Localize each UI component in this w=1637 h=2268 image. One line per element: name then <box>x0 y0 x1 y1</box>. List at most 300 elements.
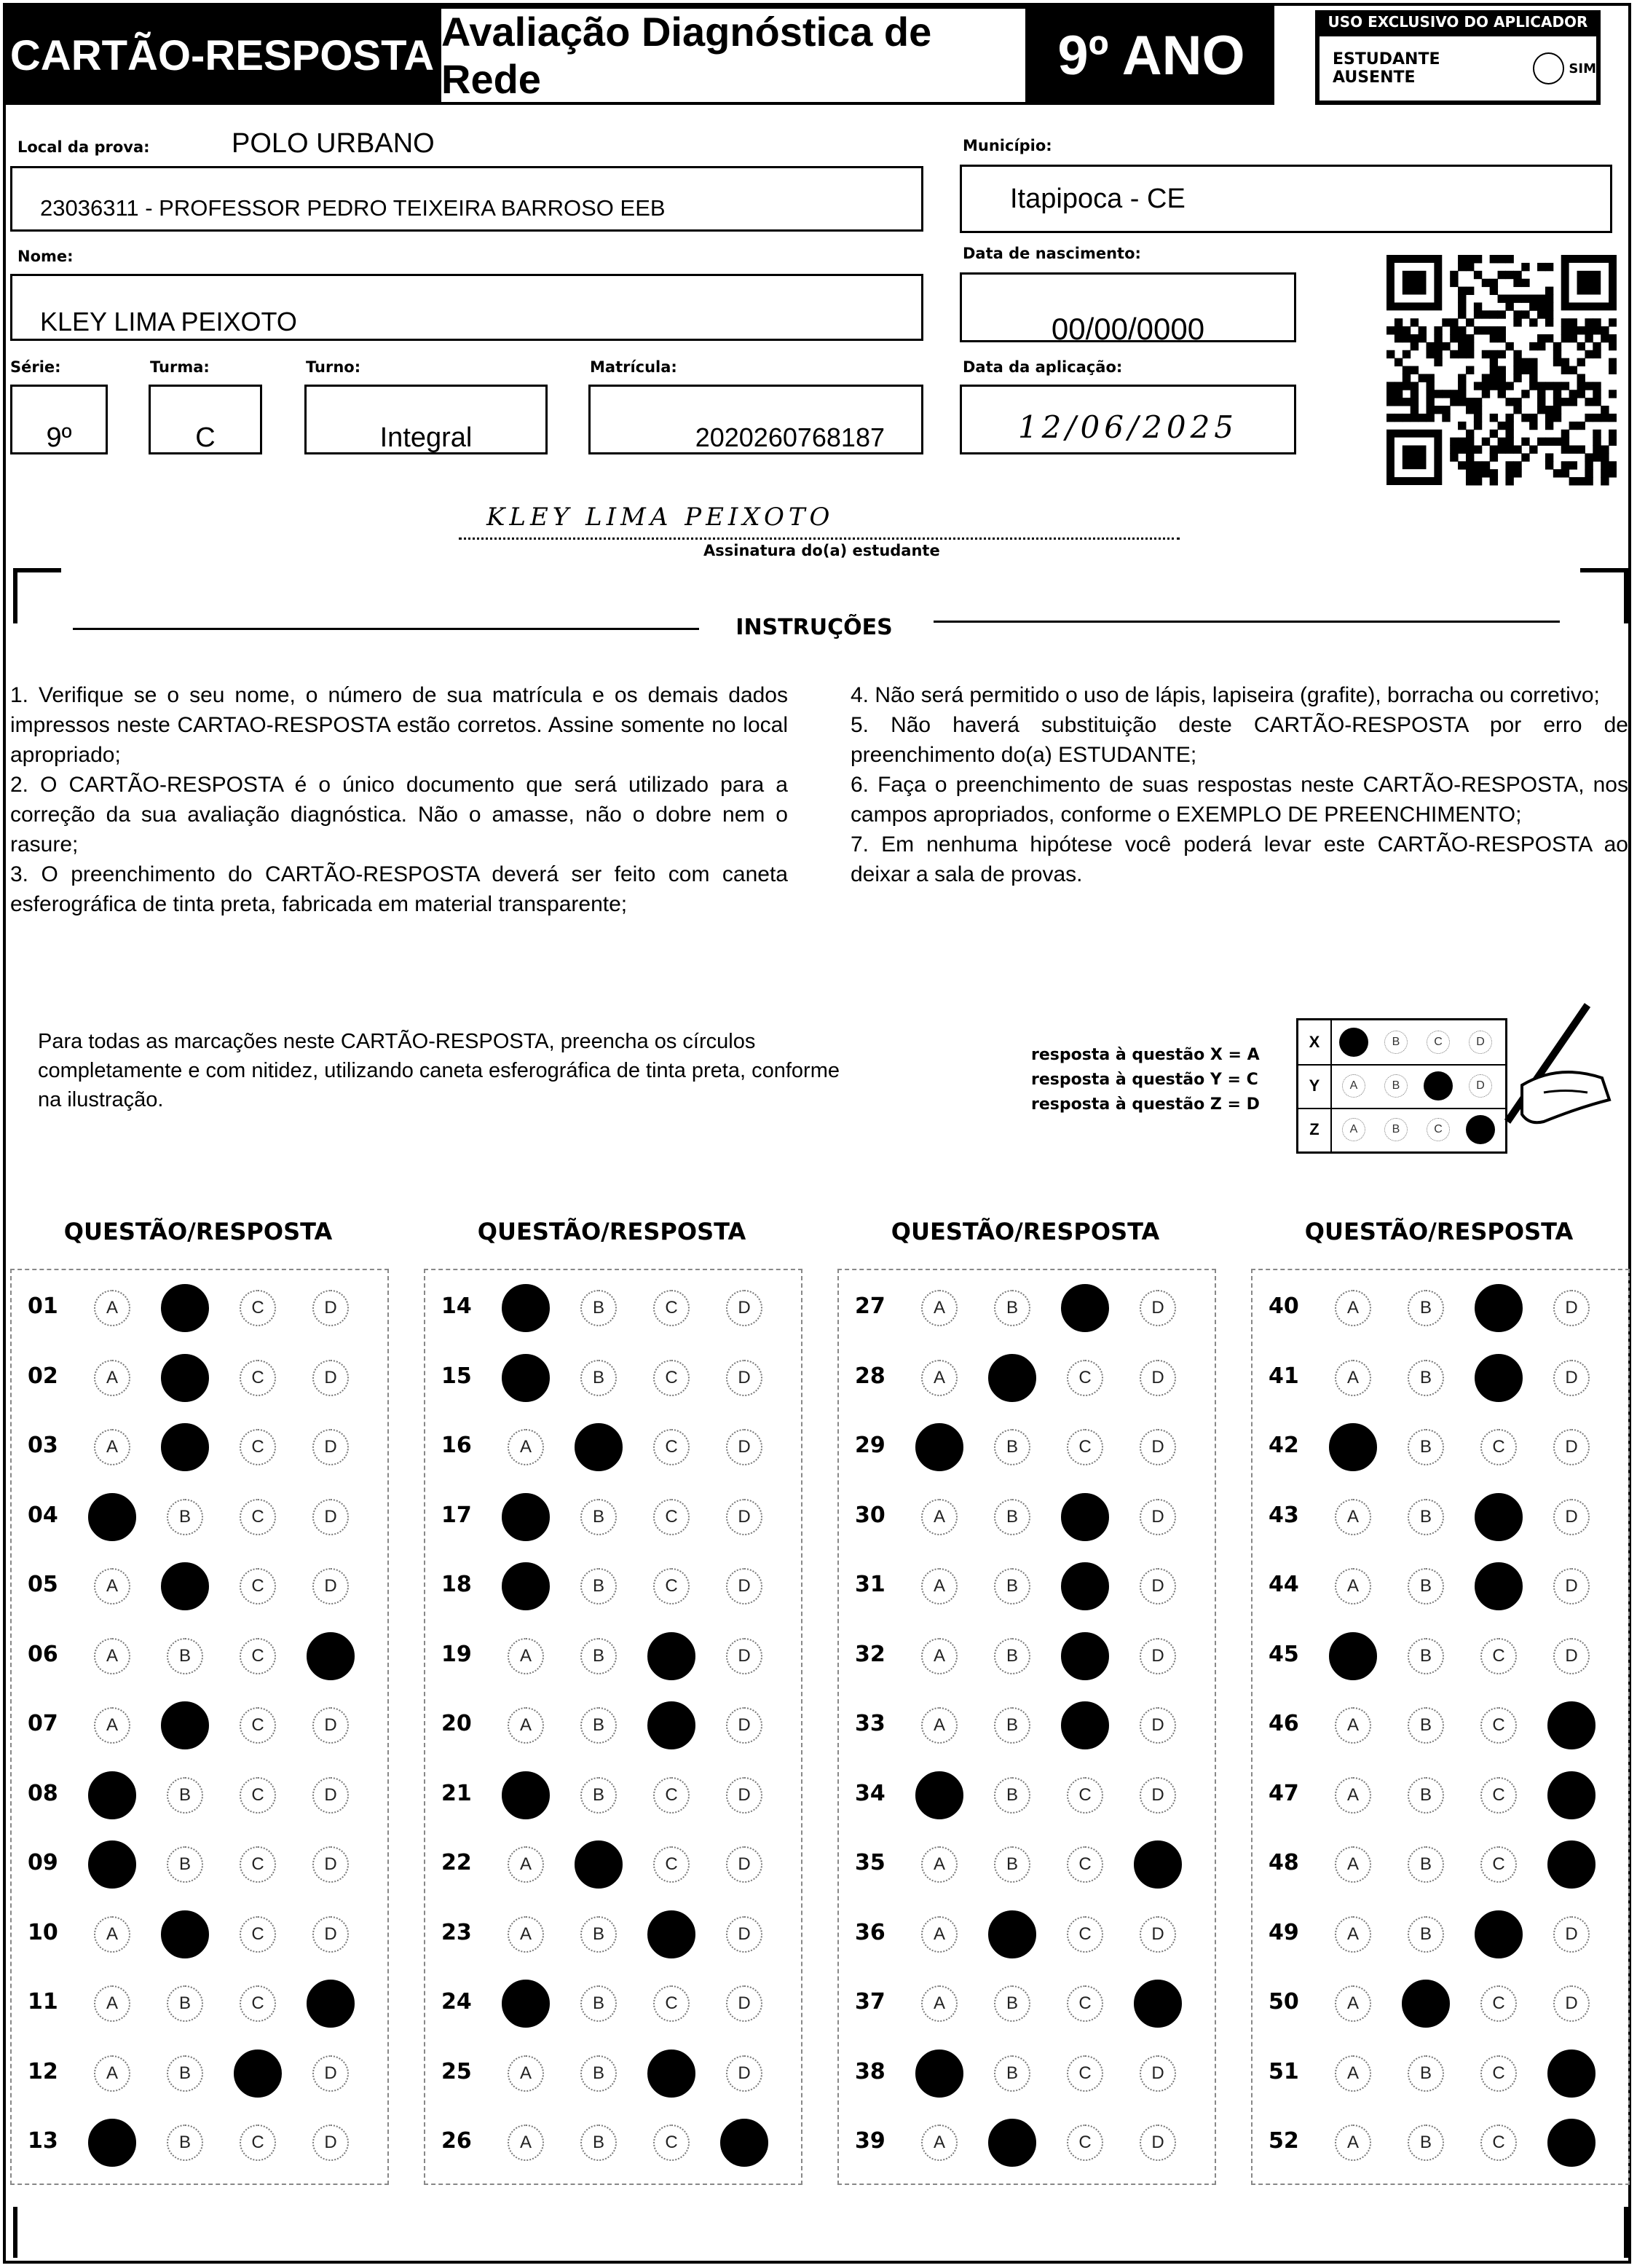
answer-bubble-a[interactable]: A <box>921 1846 958 1883</box>
answer-bubble-c[interactable]: C <box>1067 1985 1103 2022</box>
answer-bubble-b[interactable] <box>988 2119 1036 2167</box>
answer-bubble-a[interactable]: A <box>94 1638 130 1674</box>
answer-bubble-a[interactable]: A <box>508 1707 544 1744</box>
answer-bubble-b[interactable]: B <box>167 1638 203 1674</box>
answer-bubble-d[interactable]: D <box>312 1707 349 1744</box>
example-row <box>1298 1020 1505 1066</box>
answer-bubble-b[interactable]: B <box>994 1638 1030 1674</box>
answer-bubble-a[interactable]: A <box>1335 1777 1371 1814</box>
turno-field <box>304 385 548 454</box>
answer-bubble-b[interactable]: B <box>580 1360 617 1396</box>
answer-bubble-d[interactable]: D <box>1140 1290 1176 1326</box>
answer-bubble-c[interactable]: C <box>1480 1638 1517 1674</box>
aplicacao-label: Data da aplicação: <box>963 358 1123 376</box>
municipio-field <box>960 165 1612 233</box>
answer-bubble-d[interactable]: D <box>1140 1916 1176 1953</box>
answer-bubble-d[interactable] <box>307 1632 355 1680</box>
answer-bubble-d[interactable]: D <box>1140 1360 1176 1396</box>
question-number: 50 <box>1269 1989 1299 2015</box>
signature-value: KLEY LIMA PEIXOTO <box>486 503 835 532</box>
answer-bubble-b[interactable]: B <box>580 1638 617 1674</box>
answer-bubble-c[interactable]: C <box>653 1499 690 1535</box>
answer-bubble-d[interactable]: D <box>726 1638 762 1674</box>
answer-bubble-b[interactable]: B <box>580 1499 617 1535</box>
answer-bubble-a[interactable] <box>88 1840 136 1889</box>
answer-bubble-d[interactable]: D <box>1553 1360 1590 1396</box>
answer-bubble-b[interactable]: B <box>994 1429 1030 1465</box>
question-number: 08 <box>28 1781 58 1806</box>
answer-bubble-c[interactable]: C <box>240 1360 276 1396</box>
answer-bubble-c[interactable]: C <box>1480 2055 1517 2092</box>
example-bubble-a: A <box>1342 1074 1365 1098</box>
answer-bubble-c[interactable]: C <box>1067 1360 1103 1396</box>
turma-label: Turma: <box>150 358 210 376</box>
answer-bubble-c[interactable]: C <box>240 2125 276 2161</box>
question-number: 44 <box>1269 1572 1299 1597</box>
answer-bubble-b[interactable]: B <box>167 1985 203 2022</box>
corner-mark-tr <box>1580 568 1628 623</box>
answer-bubble-a[interactable]: A <box>921 1499 958 1535</box>
serie-value: 9º <box>46 422 72 453</box>
answer-bubble-c[interactable]: C <box>240 1916 276 1953</box>
answer-bubble-c[interactable]: C <box>653 1777 690 1814</box>
answer-bubble-b[interactable]: B <box>1408 1290 1444 1326</box>
answer-bubble-d[interactable]: D <box>726 1846 762 1883</box>
answer-bubble-d[interactable]: D <box>312 2125 349 2161</box>
answer-bubble-c[interactable]: C <box>240 1846 276 1883</box>
answer-bubble-c[interactable] <box>1061 1701 1109 1749</box>
answer-bubble-b[interactable]: B <box>167 1777 203 1814</box>
answer-bubble-c[interactable] <box>647 1910 695 1958</box>
instructions-title: INSTRUÇÕES <box>735 615 893 640</box>
answer-bubble-b[interactable]: B <box>994 1568 1030 1604</box>
pen-illustration-icon <box>1478 998 1617 1143</box>
answer-bubble-b[interactable]: B <box>580 1290 617 1326</box>
answer-bubble-c[interactable]: C <box>240 1707 276 1744</box>
answer-bubble-a[interactable]: A <box>1335 1707 1371 1744</box>
answer-bubble-b[interactable]: B <box>1408 1429 1444 1465</box>
answer-bubble-c[interactable] <box>234 2050 282 2098</box>
answer-bubble-b[interactable]: B <box>1408 1499 1444 1535</box>
answer-bubble-b[interactable] <box>575 1840 623 1889</box>
answer-bubble-b[interactable]: B <box>580 1568 617 1604</box>
answer-bubble-b[interactable]: B <box>1408 1638 1444 1674</box>
answer-bubble-b[interactable]: B <box>994 1499 1030 1535</box>
question-number: 21 <box>441 1781 472 1806</box>
answer-bubble-b[interactable]: B <box>1408 1360 1444 1396</box>
column-header: QUESTÃO/RESPOSTA <box>477 1218 746 1245</box>
answer-bubble-a[interactable]: A <box>1335 1916 1371 1953</box>
answer-bubble-d[interactable]: D <box>726 1777 762 1814</box>
answer-bubble-c[interactable]: C <box>240 1290 276 1326</box>
answer-bubble-a[interactable]: A <box>508 1916 544 1953</box>
answer-bubble-b[interactable]: B <box>994 1777 1030 1814</box>
question-number: 15 <box>441 1363 472 1389</box>
answer-bubble-b[interactable]: B <box>994 1290 1030 1326</box>
answer-bubble-a[interactable] <box>88 2119 136 2167</box>
answer-bubble-b[interactable] <box>161 1701 209 1749</box>
question-number: 31 <box>855 1572 885 1597</box>
answer-bubble-a[interactable] <box>88 1493 136 1541</box>
answer-bubble-b[interactable]: B <box>580 2055 617 2092</box>
answer-bubble-d[interactable]: D <box>726 1568 762 1604</box>
answer-bubble-b[interactable]: B <box>1408 1846 1444 1883</box>
answer-bubble-a[interactable]: A <box>94 1429 130 1465</box>
answer-bubble-d[interactable]: D <box>312 1777 349 1814</box>
answer-bubble-d[interactable]: D <box>1140 2055 1176 2092</box>
answer-bubble-d[interactable]: D <box>1553 1916 1590 1953</box>
answer-bubble-d[interactable]: D <box>312 1290 349 1326</box>
answer-bubble-b[interactable]: B <box>994 2055 1030 2092</box>
answer-bubble-d[interactable] <box>1547 1771 1595 1819</box>
answer-bubble-a[interactable]: A <box>1335 1290 1371 1326</box>
answer-bubble-b[interactable]: B <box>994 1985 1030 2022</box>
turma-field <box>149 385 262 454</box>
column-header: QUESTÃO/RESPOSTA <box>1304 1218 1574 1245</box>
answer-bubble-a[interactable]: A <box>921 1916 958 1953</box>
answer-bubble-d[interactable]: D <box>726 1916 762 1953</box>
answer-bubble-a[interactable]: A <box>921 1360 958 1396</box>
answer-bubble-a[interactable]: A <box>921 2125 958 2161</box>
example-bubble-b: B <box>1384 1031 1408 1054</box>
instructions-right <box>851 680 1628 889</box>
question-number: 48 <box>1269 1850 1299 1875</box>
question-number: 04 <box>28 1503 58 1528</box>
answer-bubble-d[interactable]: D <box>1553 1429 1590 1465</box>
answer-bubble-c[interactable]: C <box>1067 1846 1103 1883</box>
answer-bubble-d[interactable] <box>307 1980 355 2028</box>
answer-bubble-c[interactable]: C <box>240 1568 276 1604</box>
column-header: QUESTÃO/RESPOSTA <box>891 1218 1160 1245</box>
question-number: 01 <box>28 1294 58 1319</box>
answer-bubble-d[interactable]: D <box>1140 1568 1176 1604</box>
answer-bubble-a[interactable] <box>915 1771 963 1819</box>
answer-bubble-b[interactable] <box>988 1910 1036 1958</box>
question-number: 13 <box>28 2128 58 2154</box>
instruction-item: 3. O preenchimento do CARTÃO-RESPOSTA deverá ser feito com caneta esferográfica de tinta preta, fabricada em material transparente; <box>10 862 788 916</box>
card-title: CARTÃO-RESPOSTA <box>6 6 438 105</box>
nasc-field <box>960 272 1296 346</box>
answer-bubble-b[interactable] <box>575 1423 623 1471</box>
answer-bubble-d[interactable] <box>1547 1701 1595 1749</box>
example-question-label: Y <box>1298 1064 1332 1108</box>
answer-bubble-c[interactable] <box>647 2050 695 2098</box>
answer-bubble-c[interactable]: C <box>1480 1429 1517 1465</box>
answer-bubble-b[interactable]: B <box>1408 1568 1444 1604</box>
answer-bubble-b[interactable]: B <box>1408 1707 1444 1744</box>
answer-bubble-a[interactable]: A <box>1335 1499 1371 1535</box>
question-number: 09 <box>28 1850 58 1875</box>
nasc-label: Data de nascimento: <box>963 245 1141 262</box>
serie-field <box>10 385 108 454</box>
question-number: 28 <box>855 1363 885 1389</box>
answer-bubble-c[interactable]: C <box>653 2125 690 2161</box>
answer-bubble-a[interactable]: A <box>94 1290 130 1326</box>
answer-bubble-c[interactable]: C <box>1480 1985 1517 2022</box>
answer-bubble-d[interactable]: D <box>312 1360 349 1396</box>
answer-bubble-c[interactable] <box>1475 1284 1523 1332</box>
question-number: 39 <box>855 2128 885 2154</box>
question-number: 06 <box>28 1642 58 1667</box>
answer-bubble-c[interactable] <box>1475 1910 1523 1958</box>
answer-bubble-c[interactable] <box>1475 1354 1523 1402</box>
answer-bubble-b[interactable]: B <box>580 1707 617 1744</box>
matricula-value: 2020260768187 <box>695 422 885 452</box>
example-bubble-c: C <box>1427 1118 1450 1141</box>
answer-bubble-a[interactable]: A <box>508 1429 544 1465</box>
answer-bubble-b[interactable]: B <box>1408 2125 1444 2161</box>
absent-field[interactable] <box>1320 36 1596 101</box>
answer-bubble-c[interactable]: C <box>653 1290 690 1326</box>
answer-bubble-a[interactable] <box>1329 1423 1377 1471</box>
answer-bubble-b[interactable] <box>161 1354 209 1402</box>
instruction-item: 1. Verifique se o seu nome, o número de sua matrícula e os demais dados impressos neste CARTAO-RESPOSTA estão corretos. Assine somente no local apropriado; <box>10 683 788 767</box>
answer-bubble-d[interactable]: D <box>312 1499 349 1535</box>
answer-bubble-a[interactable] <box>88 1771 136 1819</box>
answer-bubble-c[interactable] <box>1475 1493 1523 1541</box>
answer-bubble-c[interactable]: C <box>1067 1429 1103 1465</box>
absent-bubble[interactable] <box>1533 52 1565 84</box>
answer-bubble-a[interactable]: A <box>921 1568 958 1604</box>
evaluation-title: Avaliação Diagnóstica de Rede <box>438 6 1028 105</box>
answer-bubble-a[interactable] <box>502 1562 550 1610</box>
answer-bubble-c[interactable]: C <box>240 1429 276 1465</box>
answer-bubble-c[interactable]: C <box>240 1499 276 1535</box>
answer-bubble-d[interactable]: D <box>726 1499 762 1535</box>
answer-bubble-d[interactable]: D <box>1140 1499 1176 1535</box>
answer-bubble-a[interactable]: A <box>1335 1846 1371 1883</box>
answer-bubble-a[interactable]: A <box>508 2125 544 2161</box>
question-number: 40 <box>1269 1294 1299 1319</box>
example-legend <box>1031 1043 1260 1117</box>
question-number: 07 <box>28 1711 58 1736</box>
answer-bubble-a[interactable] <box>502 1980 550 2028</box>
instructions-rule-right <box>934 621 1560 623</box>
answer-bubble-b[interactable]: B <box>1408 2055 1444 2092</box>
question-number: 03 <box>28 1433 58 1458</box>
answer-bubble-c[interactable]: C <box>240 1777 276 1814</box>
answer-bubble-c[interactable] <box>1475 1562 1523 1610</box>
answer-bubble-a[interactable]: A <box>94 1985 130 2022</box>
answer-bubble-d[interactable]: D <box>312 1916 349 1953</box>
answer-bubble-a[interactable]: A <box>94 2055 130 2092</box>
answer-bubble-d[interactable]: D <box>726 2055 762 2092</box>
question-number: 02 <box>28 1363 58 1389</box>
answer-bubble-c[interactable] <box>647 1632 695 1680</box>
answer-bubble-a[interactable]: A <box>508 1846 544 1883</box>
question-number: 29 <box>855 1433 885 1458</box>
answer-bubble-a[interactable] <box>915 1423 963 1471</box>
question-number: 45 <box>1269 1642 1299 1667</box>
answer-bubble-c[interactable] <box>1061 1493 1109 1541</box>
answer-bubble-a[interactable] <box>1329 1632 1377 1680</box>
matricula-label: Matrícula: <box>590 358 677 376</box>
answer-bubble-d[interactable]: D <box>1553 1638 1590 1674</box>
answer-bubble-c[interactable]: C <box>240 1638 276 1674</box>
column-header: QUESTÃO/RESPOSTA <box>63 1218 333 1245</box>
answer-bubble-a[interactable]: A <box>921 1290 958 1326</box>
answer-bubble-d[interactable]: D <box>726 1290 762 1326</box>
question-number: 38 <box>855 2059 885 2084</box>
answer-bubble-a[interactable]: A <box>921 1985 958 2022</box>
answer-bubble-a[interactable]: A <box>94 1568 130 1604</box>
answer-bubble-b[interactable]: B <box>580 1777 617 1814</box>
answer-bubble-a[interactable]: A <box>1335 1360 1371 1396</box>
example-bubble-c <box>1424 1071 1453 1100</box>
answer-bubble-a[interactable] <box>502 1284 550 1332</box>
answer-bubble-b[interactable]: B <box>580 2125 617 2161</box>
answer-bubble-d[interactable] <box>720 2119 768 2167</box>
answer-bubble-c[interactable]: C <box>653 1360 690 1396</box>
answer-bubble-b[interactable] <box>161 1423 209 1471</box>
answer-bubble-c[interactable] <box>1061 1632 1109 1680</box>
question-number: 32 <box>855 1642 885 1667</box>
answer-bubble-a[interactable]: A <box>94 1916 130 1953</box>
answer-bubble-d[interactable]: D <box>312 2055 349 2092</box>
question-number: 19 <box>441 1642 472 1667</box>
answer-bubble-a[interactable]: A <box>508 1638 544 1674</box>
example-question-label: Z <box>1298 1108 1332 1151</box>
example-bubble-a <box>1339 1028 1368 1057</box>
answer-bubble-b[interactable]: B <box>167 2055 203 2092</box>
answer-bubble-a[interactable]: A <box>508 2055 544 2092</box>
question-number: 34 <box>855 1781 885 1806</box>
answer-bubble-b[interactable]: B <box>580 1916 617 1953</box>
answer-bubble-a[interactable] <box>502 1493 550 1541</box>
answer-bubble-a[interactable]: A <box>1335 2055 1371 2092</box>
answer-bubble-b[interactable]: B <box>167 2125 203 2161</box>
question-number: 33 <box>855 1711 885 1736</box>
aplicacao-field <box>960 385 1296 454</box>
question-number: 24 <box>441 1989 472 2015</box>
answer-bubble-d[interactable]: D <box>1553 1499 1590 1535</box>
answer-bubble-a[interactable]: A <box>1335 2125 1371 2161</box>
serie-label: Série: <box>10 358 61 376</box>
answer-bubble-d[interactable]: D <box>312 1568 349 1604</box>
answer-bubble-d[interactable]: D <box>1553 1290 1590 1326</box>
answer-bubble-c[interactable]: C <box>1067 1777 1103 1814</box>
question-number: 49 <box>1269 1920 1299 1945</box>
answer-bubble-d[interactable]: D <box>1553 1568 1590 1604</box>
answer-bubble-c[interactable]: C <box>1067 2125 1103 2161</box>
question-number: 14 <box>441 1294 472 1319</box>
example-grid <box>1296 1018 1507 1154</box>
answer-bubble-b[interactable] <box>161 1284 209 1332</box>
answer-bubble-a[interactable]: A <box>1335 1985 1371 2022</box>
answer-bubble-c[interactable]: C <box>1480 1707 1517 1744</box>
answer-bubble-d[interactable] <box>1547 2119 1595 2167</box>
question-number: 20 <box>441 1711 472 1736</box>
answer-bubble-c[interactable]: C <box>1067 2055 1103 2092</box>
answer-bubble-b[interactable]: B <box>580 1985 617 2022</box>
example-bubble-d: D <box>1469 1074 1492 1098</box>
answer-bubble-d[interactable] <box>1547 2050 1595 2098</box>
answer-bubble-a[interactable]: A <box>94 1360 130 1396</box>
turma-value: C <box>195 422 216 453</box>
answer-bubble-d[interactable]: D <box>1140 1429 1176 1465</box>
answer-bubble-d[interactable] <box>1134 1840 1182 1889</box>
nome-field <box>10 274 923 341</box>
answer-bubble-d[interactable]: D <box>726 1429 762 1465</box>
answer-bubble-d[interactable]: D <box>726 1360 762 1396</box>
example-bubble-d: D <box>1469 1031 1492 1054</box>
answer-bubble-c[interactable]: C <box>653 1846 690 1883</box>
answer-bubble-b[interactable]: B <box>994 1707 1030 1744</box>
nasc-value: 00/00/0000 <box>1051 312 1205 346</box>
answer-bubble-a[interactable]: A <box>94 1707 130 1744</box>
answer-bubble-a[interactable] <box>915 2050 963 2098</box>
answer-bubble-c[interactable]: C <box>1480 2125 1517 2161</box>
turno-value: Integral <box>379 422 473 453</box>
answer-bubble-d[interactable]: D <box>312 1846 349 1883</box>
answer-bubble-b[interactable]: B <box>994 1846 1030 1883</box>
answer-bubble-c[interactable]: C <box>1480 1777 1517 1814</box>
answer-bubble-d[interactable]: D <box>1140 2125 1176 2161</box>
answer-bubble-a[interactable]: A <box>921 1638 958 1674</box>
answer-bubble-b[interactable]: B <box>1408 1916 1444 1953</box>
answer-bubble-c[interactable] <box>647 1701 695 1749</box>
answer-bubble-c[interactable]: C <box>240 1985 276 2022</box>
answer-bubble-c[interactable] <box>1061 1562 1109 1610</box>
answer-bubble-b[interactable]: B <box>167 1499 203 1535</box>
question-number: 11 <box>28 1989 58 2015</box>
answer-bubble-a[interactable]: A <box>921 1707 958 1744</box>
answer-bubble-d[interactable] <box>1134 1980 1182 2028</box>
question-number: 35 <box>855 1850 885 1875</box>
corner-mark-br <box>1580 2207 1628 2258</box>
example-bubble-c: C <box>1427 1031 1450 1054</box>
answer-bubble-d[interactable]: D <box>726 1985 762 2022</box>
municipio-value: Itapipoca - CE <box>1010 183 1186 214</box>
answer-bubble-b[interactable] <box>161 1562 209 1610</box>
qr-code <box>1386 255 1617 487</box>
answer-bubble-b[interactable] <box>988 1354 1036 1402</box>
matricula-field <box>588 385 923 454</box>
answer-bubble-c[interactable] <box>1061 1284 1109 1332</box>
instruction-item: 6. Faça o preenchimento de suas respostas neste CARTÃO-RESPOSTA, nos campos apropriados, conforme o EXEMPLO DE PREENCHIMENTO; <box>851 773 1628 827</box>
answer-bubble-d[interactable]: D <box>312 1429 349 1465</box>
question-number: 30 <box>855 1503 885 1528</box>
answer-bubble-d[interactable]: D <box>1140 1707 1176 1744</box>
answer-bubble-c[interactable]: C <box>653 1568 690 1604</box>
question-number: 51 <box>1269 2059 1299 2084</box>
answer-bubble-d[interactable]: D <box>1553 1985 1590 2022</box>
answer-bubble-a[interactable] <box>502 1354 550 1402</box>
answer-bubble-d[interactable]: D <box>1140 1638 1176 1674</box>
example-bubble-b: B <box>1384 1074 1408 1098</box>
answer-bubble-b[interactable] <box>1402 1980 1450 2028</box>
answer-bubble-b[interactable]: B <box>1408 1777 1444 1814</box>
school-field <box>10 166 923 232</box>
answer-bubble-d[interactable]: D <box>726 1707 762 1744</box>
nome-label: Nome: <box>17 248 74 265</box>
answer-bubble-d[interactable]: D <box>1140 1777 1176 1814</box>
example-bubble-a: A <box>1342 1118 1365 1141</box>
answer-bubble-d[interactable] <box>1547 1840 1595 1889</box>
turno-label: Turno: <box>306 358 361 376</box>
answer-bubble-c[interactable]: C <box>1480 1846 1517 1883</box>
answer-bubble-b[interactable]: B <box>167 1846 203 1883</box>
answer-bubble-c[interactable]: C <box>653 1429 690 1465</box>
question-number: 46 <box>1269 1711 1299 1736</box>
answer-bubble-c[interactable]: C <box>653 1985 690 2022</box>
answer-bubble-a[interactable] <box>502 1771 550 1819</box>
question-number: 17 <box>441 1503 472 1528</box>
answer-bubble-b[interactable] <box>161 1910 209 1958</box>
question-number: 10 <box>28 1920 58 1945</box>
answer-bubble-a[interactable]: A <box>1335 1568 1371 1604</box>
answer-bubble-c[interactable]: C <box>1067 1916 1103 1953</box>
